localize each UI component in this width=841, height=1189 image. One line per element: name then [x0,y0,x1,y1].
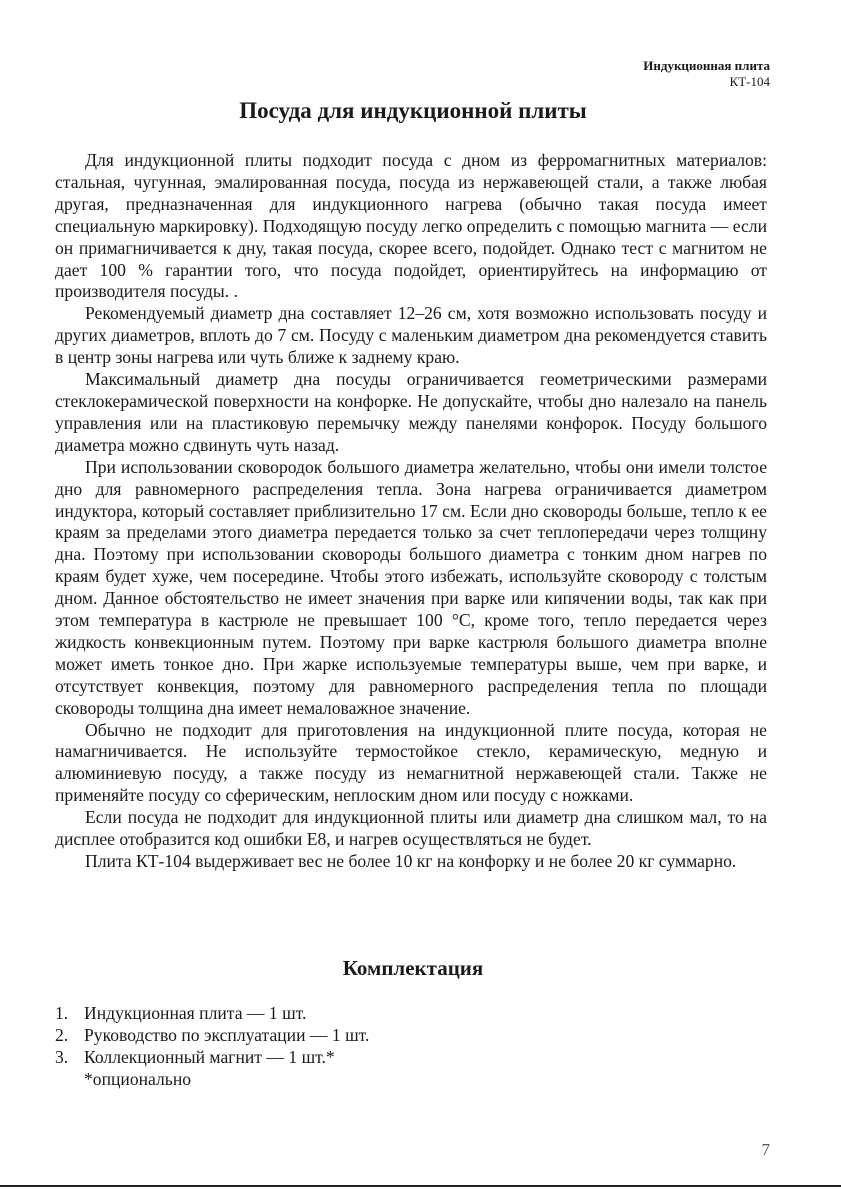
list-item [55,1046,767,1068]
section-title: Комплектация [342,956,484,980]
bottom-rule [0,1185,841,1187]
paragraph: При использовании сковородок большого диаметра желательно, чтобы они имели толстое дно для равномерного распределения тепла. Зона нагрева ограничивается диаметром индуктора, который составляет приблизительно 17 см. Если дно сковороды больше, тепло к ее краям за пределами этого диаметра передается только за счет теплопередачи через толщину дна. Поэтому при использовании сковороды большого диаметра с тонким дном нагрев по краям будет хуже, чем посередине. Чтобы этого избежать, используйте сковороду с толстым дном. Данное обстоятельство не имеет значения при варке или кипячении воды, так как при этом температура в кастрюле не превышает 100 °C, кроме того, тепло передается через жидкость конвекционным путем. Поэтому при варке кастрюля большого диаметра вполне может иметь тонкое дно. При жарке используемые температуры выше, чем при варке, и отсутствует конвекция, поэтому для равномерного распределения тепла по площади сковороды толщина дна имеет немаловажное значение. [55,456,767,718]
paragraph: Максимальный диаметр дна посуды ограничивается геометрическими размерами стеклокерамической поверхности на конфорке. Не допускайте, чтобы дно налезало на панель управления или на пластиковую перемычку между панелями конфорок. Посуду большого диаметра можно сдвинуть чуть назад. [55,369,767,455]
list-item-number: 1. [55,1003,69,1023]
paragraph: Если посуда не подходит для индукционной плиты или диаметр дна слишком мал, то на дисплее отобразится код ошибки E8, и нагрев осуществляться не будет. [55,807,767,850]
list-item-number: 2. [55,1025,69,1045]
running-header [643,58,770,90]
footnote: *опционально [84,1069,192,1089]
contents-list [55,1002,767,1090]
paragraph: Рекомендуемый диаметр дна составляет 12–26 см, хотя возможно использовать посуду и других диаметров, вплоть до 7 см. Посуду с маленьким диаметром дна рекомендуется ставить в центр зоны нагрева или чуть ближе к заднему краю. [55,303,767,368]
list-item-number: 3. [55,1047,69,1067]
page-number: 7 [761,1140,770,1159]
list-item [55,1002,767,1024]
paragraph: Обычно не подходит для приготовления на индукционной плите посуда, которая не намагничивается. Не используйте термостойкое стекло, керамическую, медную и алюминиевую посуду, а также посуду из немагнитной нержавеющей стали. Также не применяйте посуду со сферическим, неплоским дном или посуду с ножками. [55,719,767,806]
list-item-text: Коллекционный магнит — 1 шт.* [84,1047,335,1067]
body-text [55,150,767,873]
paragraph: Плита КТ-104 выдерживает вес не более 10 кг на конфорку и не более 20 кг суммарно. [85,851,737,871]
list-item-text: Индукционная плита — 1 шт. [84,1003,307,1023]
paragraph: Для индукционной плиты подходит посуда с дном из ферромагнитных материалов: стальная, чугунная, эмалированная посуда, посуда из нержавеющей стали, а также любая другая, предназначенная для индукционного нагрева (обычно такая посуда имеет специальную маркировку). Подходящую посуду легко определить с помощью магнита — если он примагничивается к дну, такая посуда, скорее всего, подойдет. Однако тест с магнитом не дает 100 % гарантии того, что посуда подойдет, ориентируйтесь на информацию от производителя посуды. . [55,150,767,302]
list-item-text: Руководство по эксплуатации — 1 шт. [84,1025,370,1045]
page-title: Посуда для индукционной плиты [239,98,587,123]
header-model: КТ-104 [729,74,770,89]
header-product: Индукционная плита [643,58,770,73]
list-item [55,1024,767,1046]
